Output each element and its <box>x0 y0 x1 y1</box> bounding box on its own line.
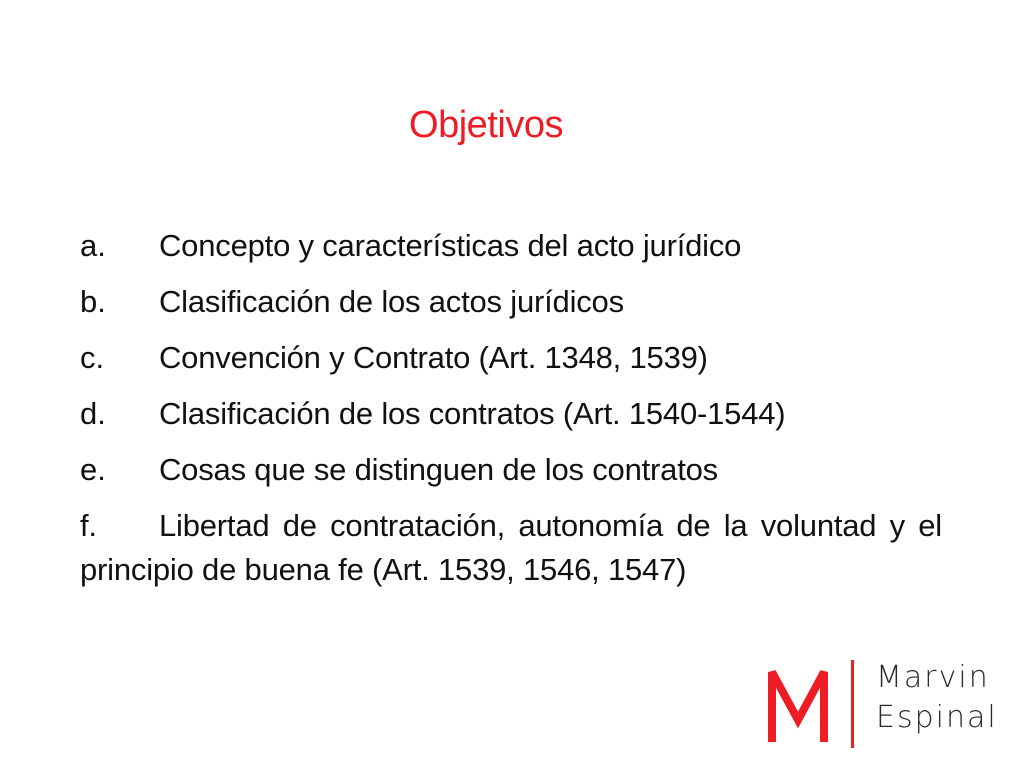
brand-wordmark <box>876 658 998 738</box>
list-item <box>80 274 942 330</box>
brand-logo <box>768 658 998 750</box>
list-item <box>80 442 942 498</box>
list-item-letter: e. <box>80 452 106 487</box>
list-item-text: Cosas que se distinguen de los contratos <box>159 452 718 487</box>
list-item-letter: c. <box>80 340 105 375</box>
list-item-letter: d. <box>80 396 106 431</box>
list-item-letter: a. <box>80 228 106 263</box>
list-item-text: Concepto y características del acto jurídico <box>159 228 742 263</box>
list-item-text: Libertad de contratación, autonomía de la voluntad y el principio de buena fe (Art. 1539, 1546, 1547) <box>80 508 942 587</box>
list-item-text: Clasificación de los actos jurídicos <box>159 284 624 319</box>
brand-mark-icon <box>768 658 868 750</box>
list-item-text: Convención y Contrato (Art. 1348, 1539) <box>159 340 708 375</box>
list-item-letter: b. <box>80 284 106 319</box>
objectives-list <box>80 218 942 592</box>
list-item <box>80 330 942 386</box>
list-item-text: Clasificación de los contratos (Art. 1540-1544) <box>159 396 786 431</box>
slide-title-wrap <box>0 104 1024 147</box>
brand-first-name: Marvin <box>876 660 990 695</box>
list-item-letter: f. <box>80 508 97 543</box>
slide-title: Objetivos <box>409 104 563 146</box>
list-item <box>80 386 942 442</box>
brand-last-name: Espinal <box>876 700 998 735</box>
list-item <box>80 504 942 592</box>
list-item <box>80 218 942 274</box>
